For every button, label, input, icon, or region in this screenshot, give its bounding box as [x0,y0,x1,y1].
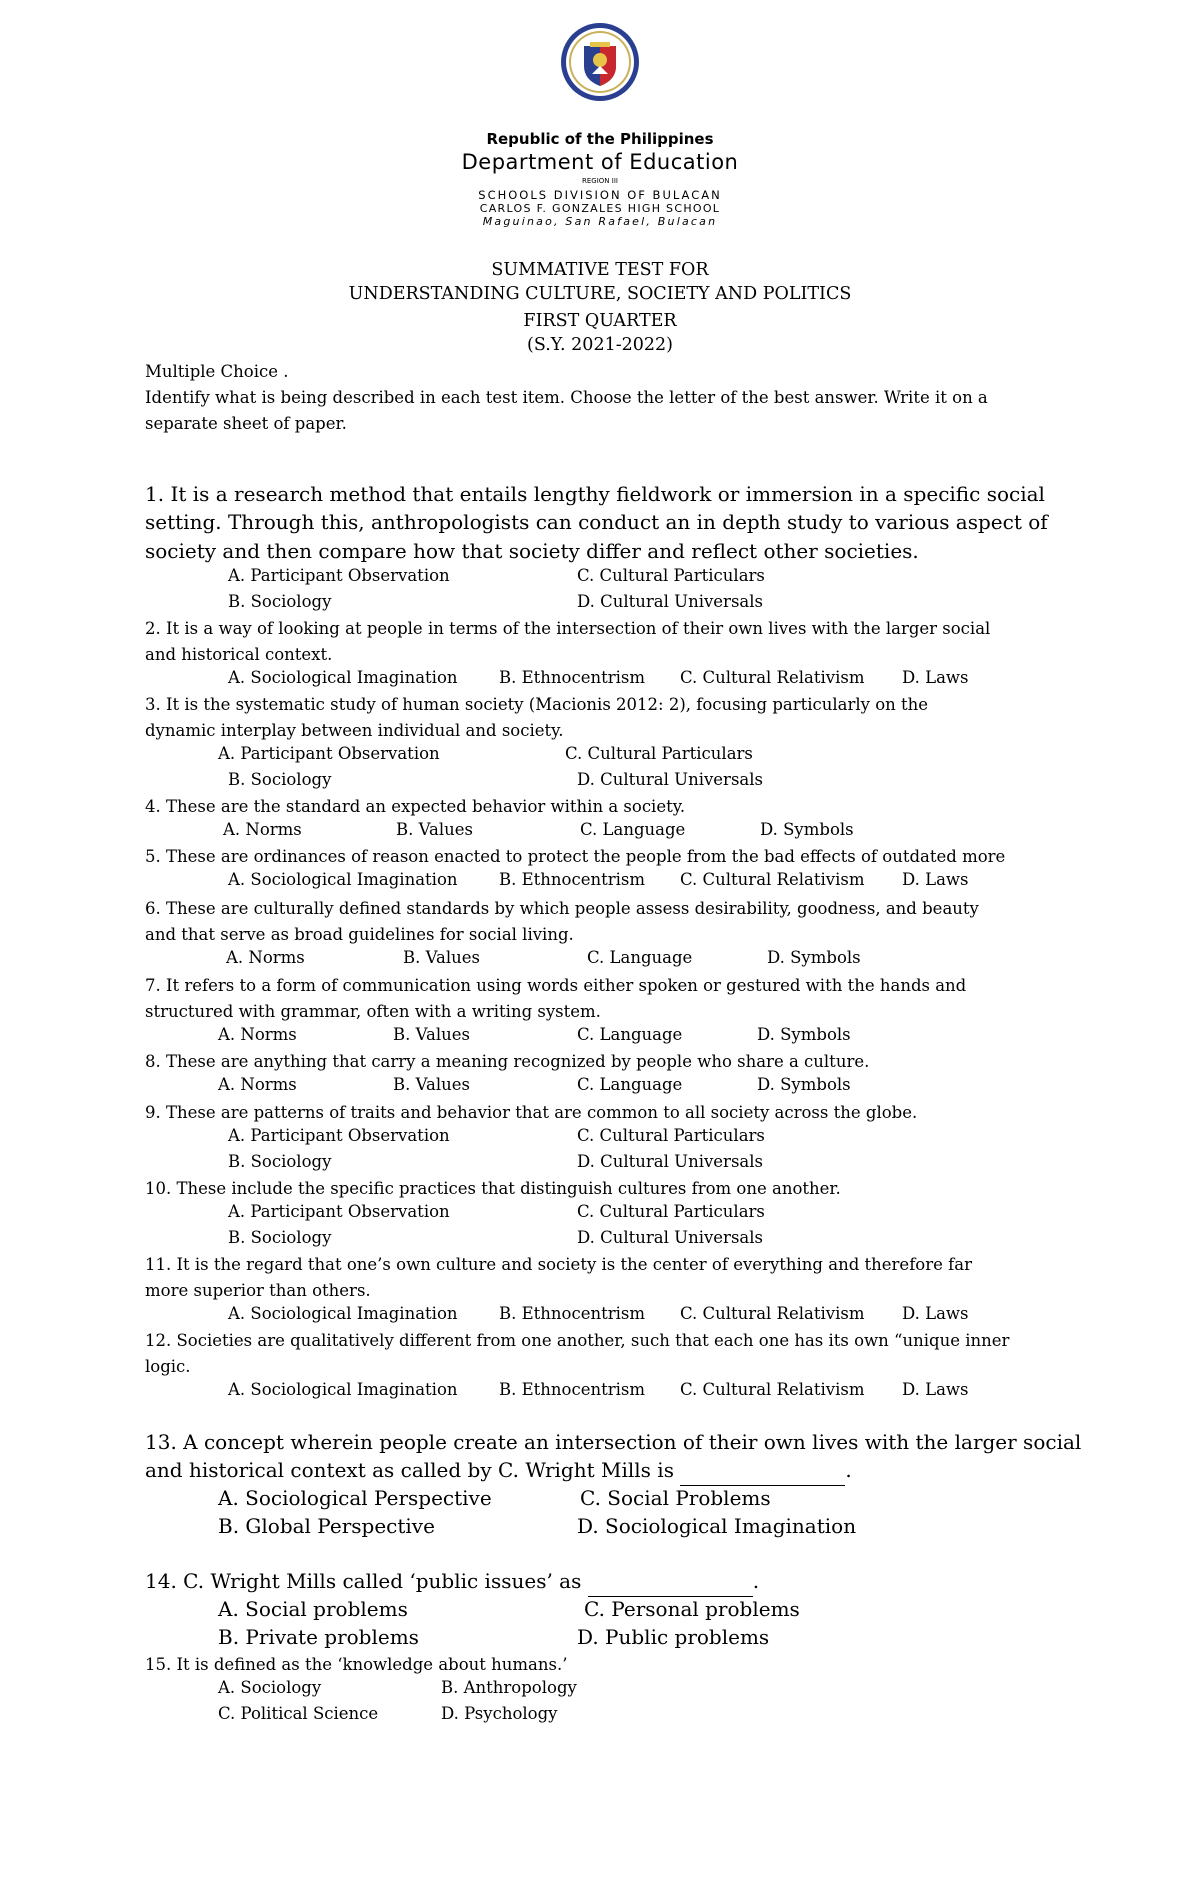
answer-option: C. Social Problems [580,1486,771,1510]
answer-option: A. Norms [218,1025,297,1044]
answer-option: B. Ethnocentrism [499,1380,646,1399]
question-text: 10. These include the specific practices that distinguish cultures from one another. [145,1179,841,1198]
question-text: 4. These are the standard an expected behavior within a society. [145,797,686,816]
answer-option: B. Ethnocentrism [499,870,646,889]
answer-option: B. Values [393,1025,470,1044]
answer-option: D. Cultural Universals [577,592,763,611]
answer-option: B. Ethnocentrism [499,1304,646,1323]
question-text: more superior than others. [145,1281,371,1300]
answer-option: D. Public problems [577,1625,770,1649]
question-text: 2. It is a way of looking at people in terms of the intersection of their own lives with the larger social [145,619,991,638]
answer-option: A. Sociological Perspective [218,1486,492,1510]
question-text: 1. It is a research method that entails lengthy fieldwork or immersion in a specific social [145,482,1045,506]
question-text: 13. A concept wherein people create an intersection of their own lives with the larger social [145,1430,1082,1454]
title-line-1: SUMMATIVE TEST FOR [491,260,709,280]
answer-option: C. Political Science [218,1704,379,1723]
title-line-4: (S.Y. 2021-2022) [527,335,673,355]
answer-option: A. Sociological Imagination [228,668,458,687]
instructions-line: separate sheet of paper. [145,414,347,433]
answer-option: A. Sociological Imagination [228,1304,458,1323]
answer-option: D. Cultural Universals [577,770,763,789]
question-text: 14. C. Wright Mills called ‘public issues’ as [145,1569,582,1593]
answer-option: C. Language [577,1075,683,1094]
answer-option: D. Laws [902,1304,969,1323]
question-text: 11. It is the regard that one’s own culture and society is the center of everything and therefore far [145,1255,972,1274]
answer-option: B. Anthropology [441,1678,577,1697]
answer-option: C. Cultural Relativism [680,1380,865,1399]
question-text: dynamic interplay between individual and society. [145,721,564,740]
answer-option: A. Social problems [218,1597,408,1621]
answer-option: B. Sociology [228,1152,332,1171]
question-text: setting. Through this, anthropologists can conduct an in depth study to various aspect of [145,510,1048,534]
question-text: and historical context. [145,645,333,664]
question-text-with-blank: 14. C. Wright Mills called ‘public issues’ as . [145,1567,759,1597]
answer-option: D. Sociological Imagination [577,1514,857,1538]
answer-option: B. Values [403,948,480,967]
title-line-3: FIRST QUARTER [523,311,677,331]
school-name: CARLOS F. GONZALES HIGH SCHOOL [479,202,721,215]
answer-blank [680,1456,845,1486]
answer-option: A. Norms [223,820,302,839]
answer-option: A. Participant Observation [228,1126,450,1145]
question-text: 5. These are ordinances of reason enacted to protect the people from the bad effects of outdated more [145,847,1006,866]
answer-option: C. Cultural Particulars [577,1202,765,1221]
answer-option: B. Sociology [228,770,332,789]
question-text: structured with grammar, often with a writing system. [145,1002,601,1021]
republic-heading: Republic of the Philippines [486,130,714,148]
answer-option: A. Sociology [218,1678,322,1697]
question-text: 8. These are anything that carry a meaning recognized by people who share a culture. [145,1052,870,1071]
question-text: 15. It is defined as the ‘knowledge about humans.’ [145,1655,568,1674]
answer-option: D. Cultural Universals [577,1152,763,1171]
answer-option: C. Personal problems [584,1597,800,1621]
question-text: 6. These are culturally defined standards by which people assess desirability, goodness, and beauty [145,899,979,918]
answer-option: D. Symbols [757,1075,851,1094]
instructions-line: Identify what is being described in each test item. Choose the letter of the best answer. Write it on a [145,388,988,407]
answer-option: B. Sociology [228,592,332,611]
answer-option: A. Sociological Imagination [228,870,458,889]
answer-option: C. Language [577,1025,683,1044]
question-text: and that serve as broad guidelines for social living. [145,925,574,944]
answer-option: A. Norms [218,1075,297,1094]
school-location: Maguinao, San Rafael, Bulacan [482,215,718,228]
question-text: 9. These are patterns of traits and behavior that are common to all society across the globe. [145,1103,918,1122]
answer-option: D. Symbols [757,1025,851,1044]
question-text: and historical context as called by C. Wright Mills is [145,1458,674,1482]
deped-seal-logo [560,22,640,102]
answer-option: B. Values [393,1075,470,1094]
test-type: Multiple Choice . [145,362,289,381]
answer-option: C. Cultural Particulars [565,744,753,763]
answer-option: B. Global Perspective [218,1514,435,1538]
answer-blank [588,1567,753,1597]
answer-option: D. Psychology [441,1704,558,1723]
answer-option: A. Sociological Imagination [228,1380,458,1399]
answer-option: B. Ethnocentrism [499,668,646,687]
title-line-2: UNDERSTANDING CULTURE, SOCIETY AND POLITICS [348,284,852,304]
division-text: SCHOOLS DIVISION OF BULACAN [478,188,722,202]
answer-option: A. Norms [226,948,305,967]
answer-option: C. Language [580,820,686,839]
answer-option: D. Laws [902,870,969,889]
answer-option: C. Cultural Relativism [680,1304,865,1323]
answer-option: D. Symbols [767,948,861,967]
answer-option: D. Laws [902,1380,969,1399]
answer-option: C. Cultural Particulars [577,566,765,585]
answer-option: B. Private problems [218,1625,419,1649]
answer-option: B. Values [396,820,473,839]
answer-option: D. Laws [902,668,969,687]
question-text-with-blank: and historical context as called by C. Wright Mills is . [145,1456,852,1486]
answer-option: A. Participant Observation [218,744,440,763]
department-heading: Department of Education [461,150,739,174]
question-text: 12. Societies are qualitatively different from one another, such that each one has its own “unique inner [145,1331,1010,1350]
question-text: 3. It is the systematic study of human society (Macionis 2012: 2), focusing particularly on the [145,695,929,714]
region-text: REGION III [582,177,618,185]
answer-option: D. Symbols [760,820,854,839]
question-text: logic. [145,1357,191,1376]
question-text: 7. It refers to a form of communication using words either spoken or gestured with the hands and [145,976,967,995]
answer-option: C. Language [587,948,693,967]
answer-option: B. Sociology [228,1228,332,1247]
answer-option: C. Cultural Particulars [577,1126,765,1145]
answer-option: A. Participant Observation [228,1202,450,1221]
answer-option: A. Participant Observation [228,566,450,585]
answer-option: C. Cultural Relativism [680,870,865,889]
answer-option: D. Cultural Universals [577,1228,763,1247]
question-text: society and then compare how that society differ and reflect other societies. [145,539,919,563]
answer-option: C. Cultural Relativism [680,668,865,687]
